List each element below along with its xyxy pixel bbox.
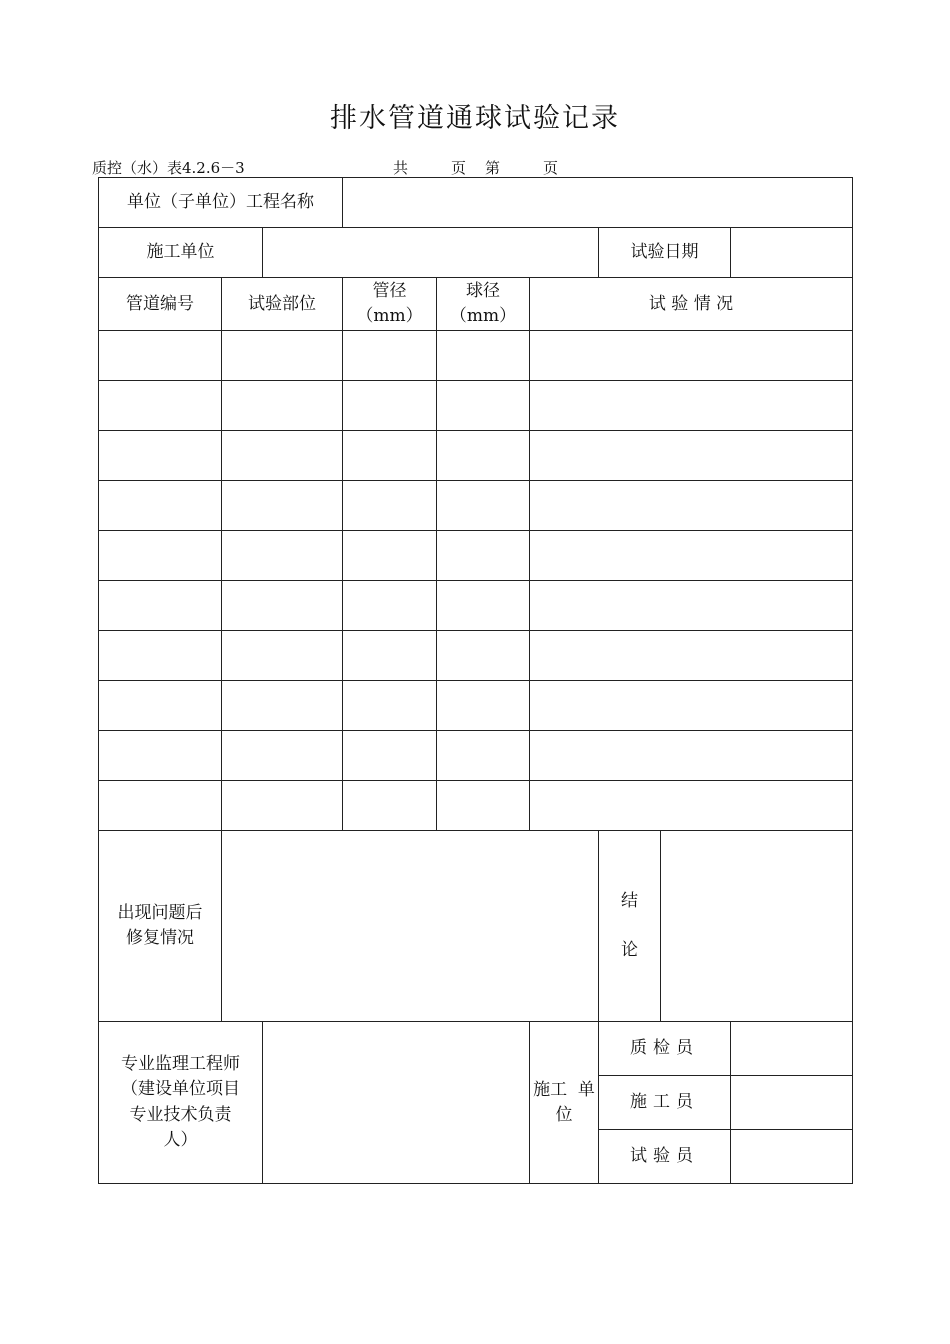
- table-row: [99, 731, 853, 781]
- construction-unit-field[interactable]: [263, 228, 599, 278]
- test-part-cell[interactable]: [222, 431, 343, 481]
- test-part-cell[interactable]: [222, 681, 343, 731]
- conclusion-label-line: 论: [621, 940, 638, 961]
- ball-dia-cell[interactable]: [437, 481, 530, 531]
- test-part-cell[interactable]: [222, 481, 343, 531]
- supervisor-label-line: （建设单位项目: [121, 1079, 240, 1099]
- repair-label: [99, 831, 222, 1022]
- supervisor-label-line: 人）: [163, 1130, 198, 1150]
- constructor-label: 施工员: [599, 1076, 731, 1130]
- pipe-no-cell[interactable]: [99, 481, 222, 531]
- pipe-no-cell[interactable]: [99, 681, 222, 731]
- inspector-field[interactable]: [731, 1022, 853, 1076]
- supervisor-label-line: 专业技术负责: [129, 1104, 232, 1125]
- pipe-dia-cell[interactable]: [343, 731, 437, 781]
- pipe-dia-label: 管径: [372, 281, 407, 302]
- table-row: [99, 681, 853, 731]
- table-row: [99, 431, 853, 481]
- construction-unit-label: 施工单位: [99, 228, 263, 278]
- pipe-dia-unit: （mm）: [356, 306, 423, 326]
- table-row: [99, 381, 853, 431]
- pipe-no-cell[interactable]: [99, 331, 222, 381]
- pipe-no-cell[interactable]: [99, 581, 222, 631]
- construction-unit-sign-label: [530, 1022, 599, 1184]
- test-date-label: 试验日期: [599, 228, 731, 278]
- pipe-no-cell[interactable]: [99, 531, 222, 581]
- table-row: [99, 531, 853, 581]
- pipe-dia-cell[interactable]: [343, 331, 437, 381]
- pipe-dia-cell[interactable]: [343, 781, 437, 831]
- test-part-cell[interactable]: [222, 731, 343, 781]
- pipe-dia-cell[interactable]: [343, 581, 437, 631]
- ball-dia-header: [437, 278, 530, 331]
- pipe-no-header: 管道编号: [99, 278, 222, 331]
- test-status-cell[interactable]: [530, 531, 853, 581]
- test-part-header: 试验部位: [222, 278, 343, 331]
- pagination-page: 页: [451, 159, 467, 177]
- test-status-cell[interactable]: [530, 581, 853, 631]
- repair-field[interactable]: [222, 831, 599, 1022]
- test-part-cell[interactable]: [222, 531, 343, 581]
- supervisor-label-line: 专业监理工程师: [121, 1053, 240, 1074]
- pipe-dia-cell[interactable]: [343, 481, 437, 531]
- pipe-dia-cell[interactable]: [343, 681, 437, 731]
- ball-dia-cell[interactable]: [437, 381, 530, 431]
- pipe-no-cell[interactable]: [99, 781, 222, 831]
- ball-dia-cell[interactable]: [437, 681, 530, 731]
- table-row: [99, 631, 853, 681]
- constructor-field[interactable]: [731, 1076, 853, 1130]
- pipe-dia-cell[interactable]: [343, 431, 437, 481]
- test-status-cell[interactable]: [530, 681, 853, 731]
- ball-dia-cell[interactable]: [437, 581, 530, 631]
- ball-dia-cell[interactable]: [437, 731, 530, 781]
- test-part-cell[interactable]: [222, 381, 343, 431]
- test-status-header: 试 验 情 况: [530, 278, 853, 331]
- tester-field[interactable]: [731, 1130, 853, 1184]
- record-table: [98, 177, 853, 1184]
- test-part-cell[interactable]: [222, 781, 343, 831]
- page-title: 排水管道通球试验记录: [330, 103, 620, 134]
- test-part-cell[interactable]: [222, 331, 343, 381]
- construction-unit-sign-line: 位: [555, 1104, 573, 1125]
- ball-dia-label: 球径: [466, 281, 500, 302]
- pipe-dia-cell[interactable]: [343, 531, 437, 581]
- project-name-label: 单位（子单位）工程名称: [99, 178, 343, 228]
- pipe-dia-cell[interactable]: [343, 381, 437, 431]
- supervisor-signature-field[interactable]: [263, 1022, 530, 1184]
- pagination-total: 共: [393, 159, 409, 177]
- pipe-no-cell[interactable]: [99, 731, 222, 781]
- tester-label: 试验员: [599, 1130, 731, 1184]
- repair-label-line: 出现问题后: [117, 903, 203, 924]
- table-row: [99, 331, 853, 381]
- test-status-cell[interactable]: [530, 631, 853, 681]
- test-status-cell[interactable]: [530, 381, 853, 431]
- conclusion-label: [599, 831, 661, 1022]
- test-status-cell[interactable]: [530, 331, 853, 381]
- ball-dia-cell[interactable]: [437, 531, 530, 581]
- supervisor-label: [99, 1022, 263, 1184]
- test-status-cell[interactable]: [530, 431, 853, 481]
- ball-dia-unit: （mm）: [449, 306, 517, 326]
- table-row: [99, 481, 853, 531]
- ball-dia-cell[interactable]: [437, 431, 530, 481]
- conclusion-label-line: 结: [621, 891, 638, 912]
- table-row: [99, 581, 853, 631]
- pagination-page: 页: [543, 159, 559, 177]
- inspector-label: 质检员: [599, 1022, 731, 1076]
- pipe-no-cell[interactable]: [99, 431, 222, 481]
- pipe-no-cell[interactable]: [99, 381, 222, 431]
- ball-dia-cell[interactable]: [437, 781, 530, 831]
- ball-dia-cell[interactable]: [437, 631, 530, 681]
- test-date-field[interactable]: [731, 228, 853, 278]
- test-status-cell[interactable]: [530, 731, 853, 781]
- pagination: [393, 157, 558, 178]
- form-code: 质控（水）表4.2.6－3: [92, 159, 245, 177]
- test-part-cell[interactable]: [222, 581, 343, 631]
- pipe-dia-header: [343, 278, 437, 331]
- test-part-cell[interactable]: [222, 631, 343, 681]
- pipe-no-cell[interactable]: [99, 631, 222, 681]
- ball-dia-cell[interactable]: [437, 331, 530, 381]
- test-status-cell[interactable]: [530, 481, 853, 531]
- table-row: [99, 781, 853, 831]
- construction-unit-sign-line: 施工 单: [533, 1079, 595, 1100]
- project-name-field[interactable]: [343, 178, 853, 228]
- pagination-seq: 第: [485, 159, 501, 177]
- pipe-dia-cell[interactable]: [343, 631, 437, 681]
- test-status-cell[interactable]: [530, 781, 853, 831]
- repair-label-line: 修复情况: [126, 928, 194, 948]
- conclusion-field[interactable]: [661, 831, 853, 1022]
